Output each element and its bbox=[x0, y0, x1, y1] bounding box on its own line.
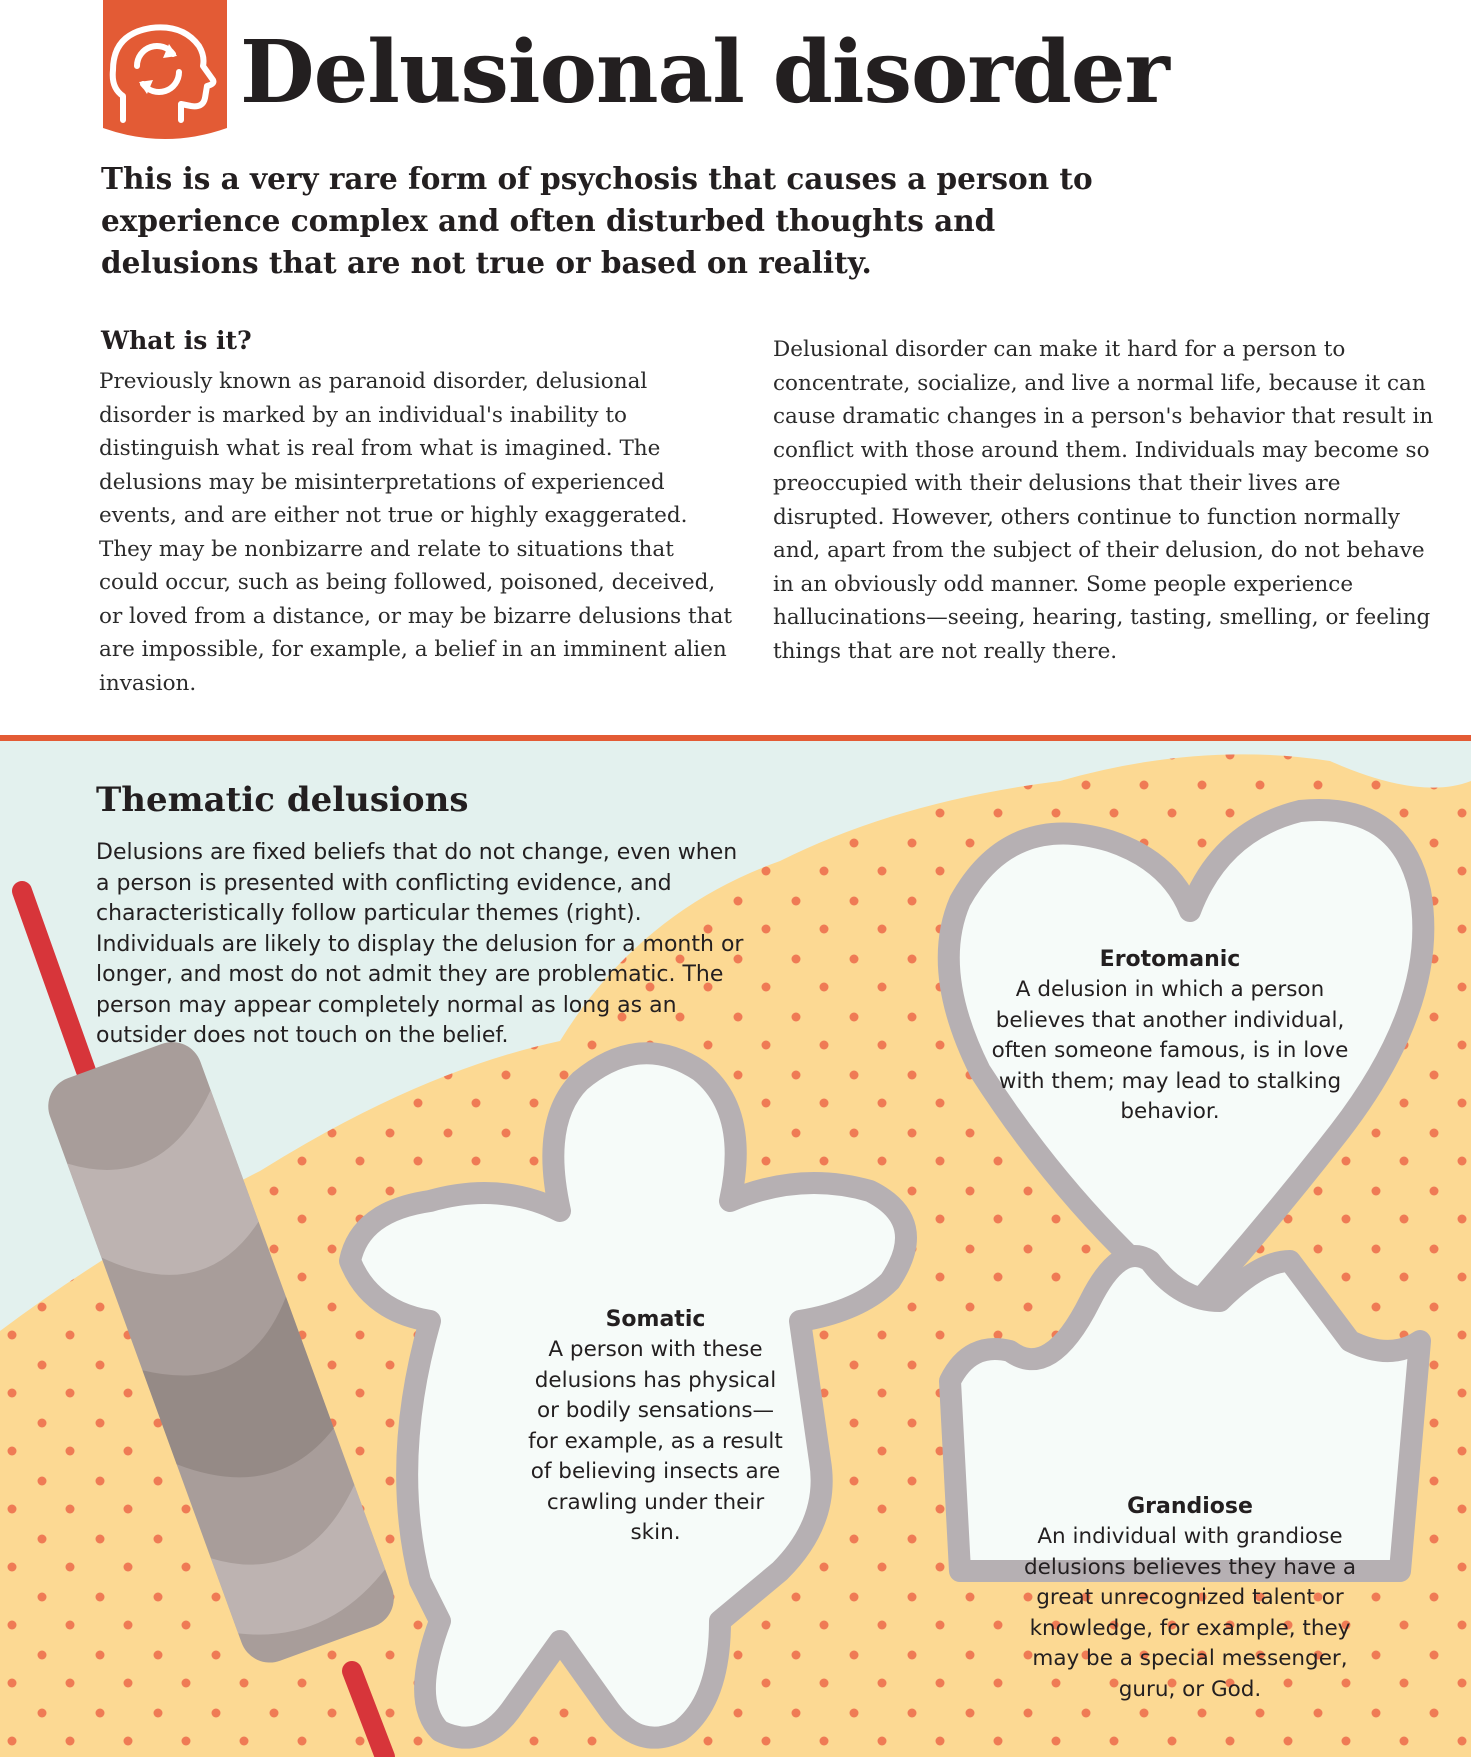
erotomanic-text: A delusion in which a person believes that another individual, often someone famous, is in love with them; may lead to stalking behavior. bbox=[991, 977, 1349, 1124]
what-is-it-heading: What is it? bbox=[101, 326, 252, 355]
erotomanic-card bbox=[975, 945, 1365, 1128]
grandiose-card bbox=[1010, 1492, 1370, 1705]
thematic-delusions-text: Delusions are fixed beliefs that do not change, even when a person is presented with conflicting evidence, and characteristically follow particular themes (right). Individuals are likely to display the delusion for a month or longer, and most do not admit they are problematic. The person may appear completely normal as long as an outsider does not touch on the belief. bbox=[96, 840, 744, 1048]
somatic-text: A person with these delusions has physical or bodily sensations—for example, as a result of believing insects are crawling under their skin. bbox=[528, 1337, 783, 1545]
what-is-it-right-column: Delusional disorder can make it hard for a person to concentrate, socialize, and live a normal life, because it can cause dramatic changes in a person's behavior that result in conflict with those around them. Individuals may become so preoccupied with their delusions that their lives are disrupted. However, others continue to function normally and, apart from the subject of their delusion, do not behave in an obviously odd manner. Some people experience hallucinations—seeing, hearing, tasting, smelling, or feeling things that are not really there. bbox=[773, 337, 1434, 664]
thematic-delusions-heading: Thematic delusions bbox=[96, 780, 469, 820]
erotomanic-title: Erotomanic bbox=[1099, 947, 1241, 972]
grandiose-text: An individual with grandiose delusions believes they have a great unrecognized talent or knowledge, for example, they may be a special messenger, guru, or God. bbox=[1023, 1524, 1357, 1702]
head-with-cycle-arrows-icon bbox=[103, 0, 227, 146]
page-title: Delusional disorder bbox=[240, 22, 1169, 123]
grandiose-title: Grandiose bbox=[1127, 1494, 1253, 1519]
what-is-it-left-column: Previously known as paranoid disorder, delusional disorder is marked by an individual's inability to distinguish what is real from what is imagined. The delusions may be misinterpretations of experienced events, and are either not true or highly exaggerated. They may be nonbizarre and relate to situations that could occur, such as being followed, poisoned, deceived, or loved from a distance, or may be bizarre delusions that are impossible, for example, a belief in an imminent alien invasion. bbox=[99, 369, 732, 696]
intro-paragraph: This is a very rare form of psychosis that causes a person to experience complex and often disturbed thoughts and delusions that are not true or based on reality. bbox=[101, 161, 1093, 280]
somatic-card bbox=[528, 1305, 783, 1549]
somatic-title: Somatic bbox=[605, 1307, 706, 1332]
